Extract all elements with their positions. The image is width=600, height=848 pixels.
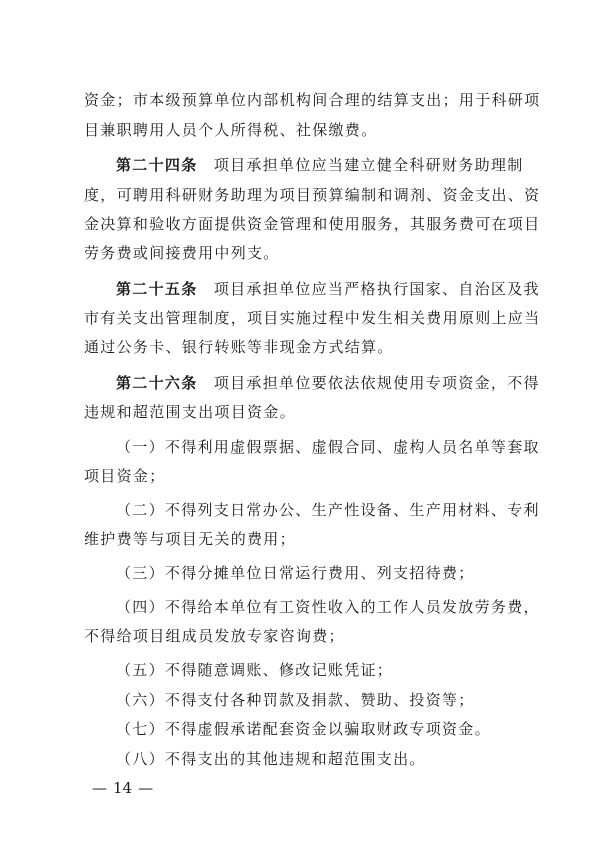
list-item-1: （一）不得利用虚假票据、虚假合同、虚构人员名单等套取: [116, 438, 540, 456]
text-line: 项目资金；: [84, 467, 166, 485]
page-footer: [92, 778, 153, 798]
list-item-4: （四）不得给本单位有工资性收入的工作人员发放劳务费，: [116, 598, 540, 616]
text-line: 市有关支出管理制度，项目实施过程中发生相关费用原则上应当: [84, 309, 541, 327]
article-26-heading-line: 第二十六条 项目承担单位要依法依规使用专项资金，不得: [116, 374, 540, 392]
list-item-7: （七）不得虚假承诺配套资金以骗取财政专项资金。: [116, 720, 491, 738]
footer-dash-right: —: [138, 779, 154, 797]
text-line: 金决算和验收方面提供资金管理和使用服务，其服务费可在项目: [84, 215, 541, 233]
article-number: 第二十五条: [116, 280, 198, 298]
article-number: 第二十四条: [116, 156, 198, 174]
article-number: 第二十六条: [116, 374, 198, 392]
list-item-8: （八）不得支出的其他违规和超范围支出。: [116, 750, 426, 768]
list-item-3: （三）不得分摊单位日常运行费用、列支招待费；: [116, 564, 475, 582]
footer-dash-left: —: [92, 779, 107, 797]
page-number: 14: [113, 779, 133, 797]
text-line: 维护费等与项目无关的费用；: [84, 530, 296, 548]
text-line: 通过公务卡、银行转账等非现金方式结算。: [84, 338, 394, 356]
list-item-2: （二）不得列支日常办公、生产性设备、生产用材料、专利: [116, 501, 540, 519]
text-line: 劳务费或间接费用中列支。: [84, 244, 280, 262]
article-25-heading-line: 第二十五条 项目承担单位应当严格执行国家、自治区及我: [116, 280, 540, 298]
text-line: 不得给项目组成员发放专家咨询费；: [84, 627, 345, 645]
article-24-heading-line: 第二十四条 项目承担单位应当建立健全科研财务助理制: [116, 156, 524, 174]
text-line: 违规和超范围支出项目资金。: [84, 403, 296, 421]
text-line: 目兼职聘用人员个人所得税、社保缴费。: [84, 121, 378, 139]
list-item-5: （五）不得随意调账、修改记账凭证；: [116, 661, 394, 679]
text-line: 度，可聘用科研财务助理为项目预算编制和调剂、资金支出、资: [84, 186, 541, 204]
text-line: 资金；市本级预算单位内部机构间合理的结算支出；用于科研项: [84, 91, 541, 109]
list-item-6: （六）不得支付各种罚款及捐款、赞助、投资等；: [116, 691, 475, 709]
